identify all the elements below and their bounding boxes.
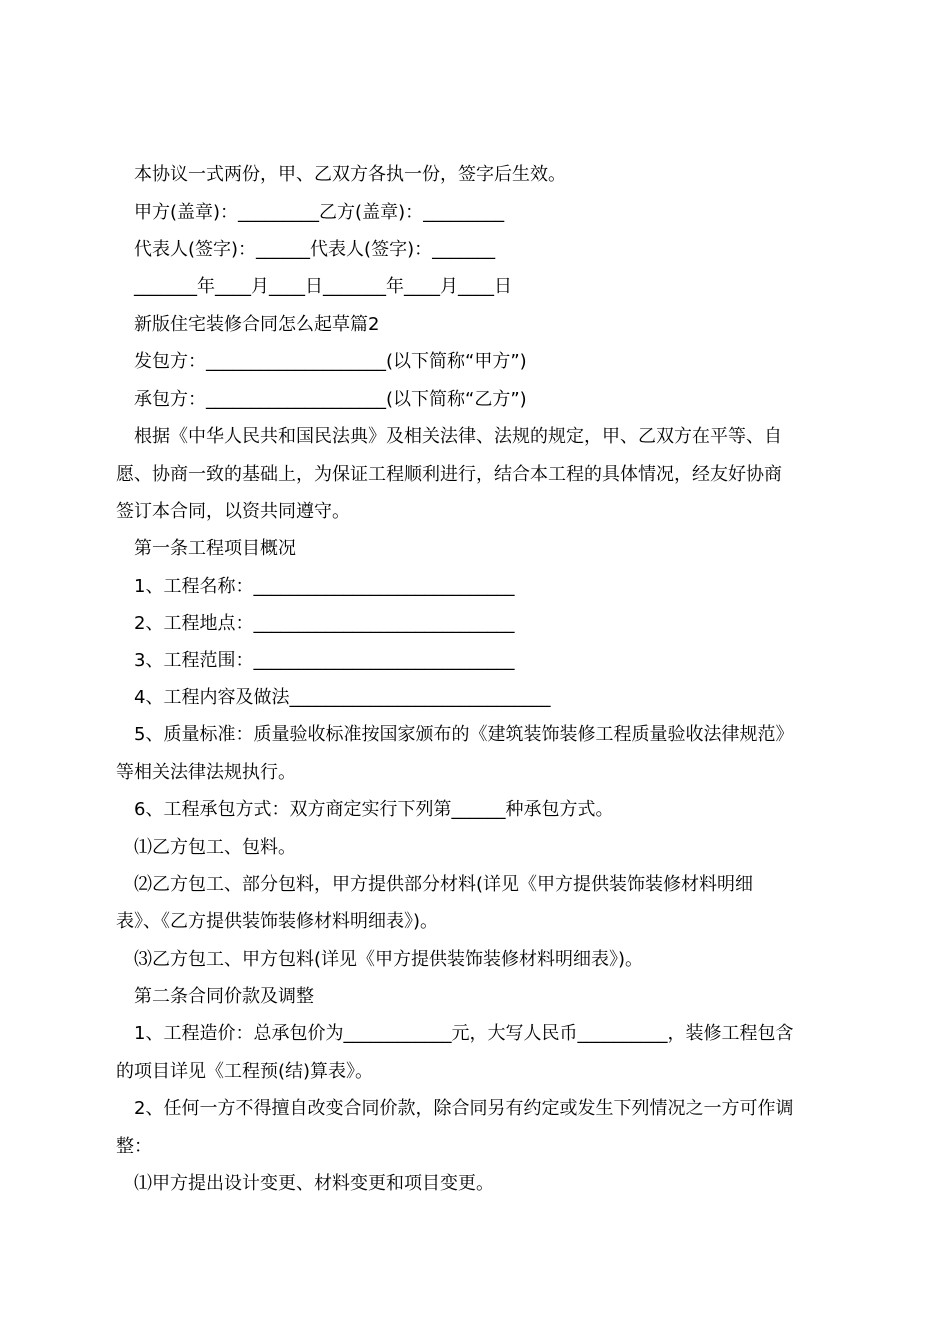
text-line: 3、工程范围：_____________________________ [134,650,515,671]
text-line: 的项目详见《工程预(结)算表》。 [116,1061,374,1082]
section-heading: 新版住宅装修合同怎么起草篇2 [134,314,380,335]
article-heading: 第二条合同价款及调整 [134,986,314,1007]
text-line: 6、工程承包方式：双方商定实行下列第______种承包方式。 [134,799,614,820]
text-line: 承包方：____________________(以下简称“乙方”) [134,389,527,410]
text-line: ⑴甲方提出设计变更、材料变更和项目变更。 [134,1173,494,1194]
text-line: 本协议一式两份，甲、乙双方各执一份，签字后生效。 [134,164,566,185]
text-line: 1、工程造价：总承包价为____________元，大写人民币__________，装修工程包含 [134,1023,794,1044]
text-line: 5、质量标准：质量验收标准按国家颁布的《建筑装饰装修工程质量验收法律规范》 [134,724,794,745]
text-line: 4、工程内容及做法_____________________________ [134,687,551,708]
text-line: 愿、协商一致的基础上，为保证工程顺利进行，结合本工程的具体情况，经友好协商 [116,464,782,485]
text-line: 1、工程名称：_____________________________ [134,576,515,597]
text-line: 2、工程地点：_____________________________ [134,613,515,634]
text-line: 甲方(盖章)：_________乙方(盖章)：_________ [134,202,505,223]
text-line: ⑵乙方包工、部分包料，甲方提供部分材料(详见《甲方提供装饰装修材料明细 [134,874,754,895]
text-line: 整： [116,1136,152,1157]
text-line: 表》、《乙方提供装饰装修材料明细表》)。 [116,911,439,932]
text-line: 2、任何一方不得擅自改变合同价款，除合同另有约定或发生下列情况之一方可作调 [134,1098,794,1119]
text-line: 根据《中华人民共和国民法典》及相关法律、法规的规定，甲、乙双方在平等、自 [134,426,782,447]
text-line: 签订本合同，以资共同遵守。 [116,501,350,522]
text-line: _______年____月____日_______年____月____日 [134,276,512,297]
text-line: 等相关法律法规执行。 [116,762,296,783]
text-line: ⑶乙方包工、甲方包料(详见《甲方提供装饰装修材料明细表》)。 [134,949,644,970]
text-line: 发包方：____________________(以下简称“甲方”) [134,351,527,372]
article-heading: 第一条工程项目概况 [134,538,296,559]
text-line: 代表人(签字)：______代表人(签字)：_______ [134,239,496,260]
text-line: ⑴乙方包工、包料。 [134,837,296,858]
